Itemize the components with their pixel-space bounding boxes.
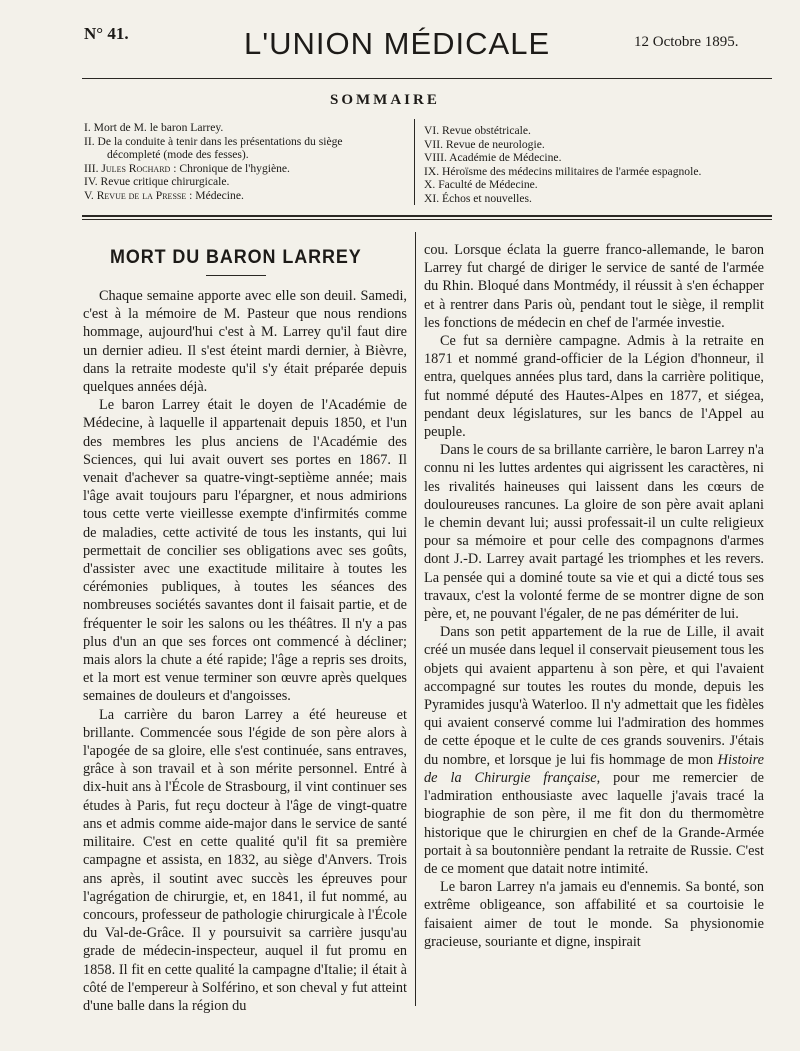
sommaire-item-continuation: décompleté (mode des fesses). (107, 148, 249, 162)
sommaire-item[interactable]: VI. Revue obstétricale. (424, 124, 531, 137)
article-paragraph: Dans son petit appartement de la rue de Lille, il avait créé un musée dans lequel il conservait pieusement tous les objets qui avaient appartenu à son père, et qui l'avaient accompagné sur toutes les routes du monde, depuis les Pyramides jusqu'à Waterloo. Il n'y admettait que les fidèles qui avaient conservé comme lui l'admiration des hommes de cette époque et le culte de ces grands souvenirs. J'étais du nombre, et lorsque je lui fis hommage de mon Histoire de la Chirurgie française, pour me remercier de l'admiration enthousiaste avec laquelle j'avais tracé la biographie de son père, il me fit don du thermomètre historique que le chirurgien en chef de la Grande-Armée portait à sa boutonnière pendant la retraite de Russie. C'est de ce moment que datait notre intimité. (424, 624, 764, 877)
sommaire-right-list (424, 124, 769, 206)
sommaire-title: SOMMAIRE (330, 92, 440, 108)
sommaire-author: Jules Rochard (101, 161, 171, 175)
sommaire-item[interactable]: VII. Revue de neurologie. (424, 137, 545, 151)
sommaire-left-list (84, 121, 404, 203)
sommaire-item[interactable]: IV. Revue critique chirurgicale. (84, 175, 230, 189)
sommaire-item[interactable]: XI. Échos et nouvelles. (424, 191, 532, 205)
journal-title: L'UNION MÉDICALE (244, 26, 551, 61)
sommaire-item[interactable]: III. Jules Rochard : Chronique de l'hygiène. (84, 161, 290, 175)
issue-date: 12 Octobre 1895. (634, 34, 739, 50)
article-paragraph: Dans le cours de sa brillante carrière, le baron Larrey n'a connu ni les luttes ardentes qui aigrissent les caractères, ni les rivalités haineuses qui laissent dans les cœurs de douloureuses rancunes. La gloire de son père avait aplani le chemin devant lui; aussi professait-il un culte religieux pour sa mémoire et pour celle des compagnons d'armes dont J.-D. Larrey avait partagé les triomphes et les revers. La pensée qui a dominé toute sa vie et qui a dicté tous ses travaux, c'est la volonté ferme de se montrer digne de son père, et, ne pouvant l'égaler, de ne pas démériter de lui. (424, 442, 764, 623)
sommaire-item[interactable]: I. Mort de M. le baron Larrey. (84, 121, 224, 134)
book-title: Histoire de la Chirurgie française (424, 751, 764, 786)
article-paragraph: La carrière du baron Larrey a été heureuse et brillante. Commencée sous l'égide de son père alors à l'apogée de sa gloire, elle s'est continuée, sans entraves, grâce à son travail et à son mérite personnel. Entré à dix-huit ans à l'École de Strasbourg, il vint continuer ses études à Paris, fut reçu docteur à l'âge de vingt-quatre ans et admis comme aide-major dans le service de santé militaire. C'est en cette qualité qu'il fit sa première campagne et assista, en 1832, au siège d'Anvers. Trois ans après, il soutint avec succès les épreuves pour l'agrégation de chirurgie, et, en 1841, il fut nommé, au concours, professeur de pathologie chirurgicale à l'École du Val-de-Grâce. Il y poursuivit sa carrière jusqu'au grade de médecin-inspecteur, auquel il fut promu en 1858. Il fit en cette qualité la campagne d'Italie; il était à côté de l'empereur à Solférino, et son cheval y fut atteint d'une balle dans la région du (83, 706, 407, 1014)
column-divider (415, 232, 416, 1006)
sommaire-item[interactable]: V. Revue de la Presse : Médecine. (84, 188, 244, 202)
header-rule (82, 78, 772, 79)
sommaire-item[interactable]: IX. Héroïsme des médecins militaires de l'armée espagnole. (424, 164, 702, 178)
article-paragraph: Ce fut sa dernière campagne. Admis à la retraite en 1871 et nommé grand-officier de la Légion d'honneur, il entra, quelques années plus tard, dans la carrière politique, fut nommé député des Hautes-Alpes en 1877, et siégea, pendant deux législatures, sur les bancs de l'Appel au peuple. (424, 333, 764, 441)
sommaire-author: Revue de la Presse (96, 188, 187, 202)
sommaire-divider (414, 119, 415, 205)
article-column-right (424, 241, 764, 951)
sommaire-bottom-rule (82, 215, 772, 217)
sommaire-item[interactable]: X. Faculté de Médecine. (424, 178, 538, 192)
article-paragraph: Le baron Larrey était le doyen de l'Académie de Médecine, à laquelle il appartenait depuis 1850, et l'un des membres les plus anciens de l'Académie des Sciences, qui lui avait ouvert ses portes en 1867. Il venait d'achever sa quatre-vingt-septième année; mais l'âge avait toujours paru l'épargner, et nous admirions tous cette verte vieillesse exempte d'infirmités comme de maladies, cette activité de tous les instants, qui lui permettait de concilier ses obligations avec ses goûts, d'assister avec une exactitude militaire à toutes les cérémonies publiques, à toutes les séances des nombreuses sociétés savantes dont il faisait partie, et de fréquenter le soir les salons ou les théâtres. Il n'y a pas plus d'un an que ses forces ont commencé à décliner; mais alors la chute a été rapide; l'âge a repris ses droits, et la mort est venue terminer son œuvre après quelques semaines de douleurs et d'angoisses. (83, 397, 407, 705)
article-paragraph: cou. Lorsque éclata la guerre franco-allemande, le baron Larrey fut chargé de diriger le service de santé de l'armée du Rhin. Bloqué dans Montmédy, il réussit à s'en échapper et à rentrer dans Paris où, pendant tout le siège, il remplit les fonctions de médecin en chef de l'armée investie. (424, 242, 764, 331)
article-paragraph: Chaque semaine apporte avec elle son deuil. Samedi, c'est à la mémoire de M. Pasteur que nous rendions hommage, aujourd'hui c'est à M. Larrey qu'il faut dire un dernier adieu. Il s'est éteint mardi dernier, à Bièvre, dans la retraite modeste qu'il s'y était préparée depuis quelques années déjà. (83, 288, 407, 396)
sommaire-item[interactable]: VIII. Académie de Médecine. (424, 151, 562, 165)
article-paragraph: Le baron Larrey n'a jamais eu d'ennemis. Sa bonté, son extrême obligeance, son affabilité et sa courtoisie le faisaient aimer de tout le monde. Sa physionomie gracieuse, souriante et digne, inspirait (424, 879, 764, 950)
article-column-left (83, 287, 407, 1015)
issue-number: N° 41. (84, 24, 129, 43)
sommaire-bottom-rule-thin (82, 219, 772, 220)
title-underline (206, 275, 266, 276)
article-title: MORT DU BARON LARREY (110, 246, 362, 268)
sommaire-item[interactable]: II. De la conduite à tenir dans les présentations du siège (84, 134, 343, 148)
